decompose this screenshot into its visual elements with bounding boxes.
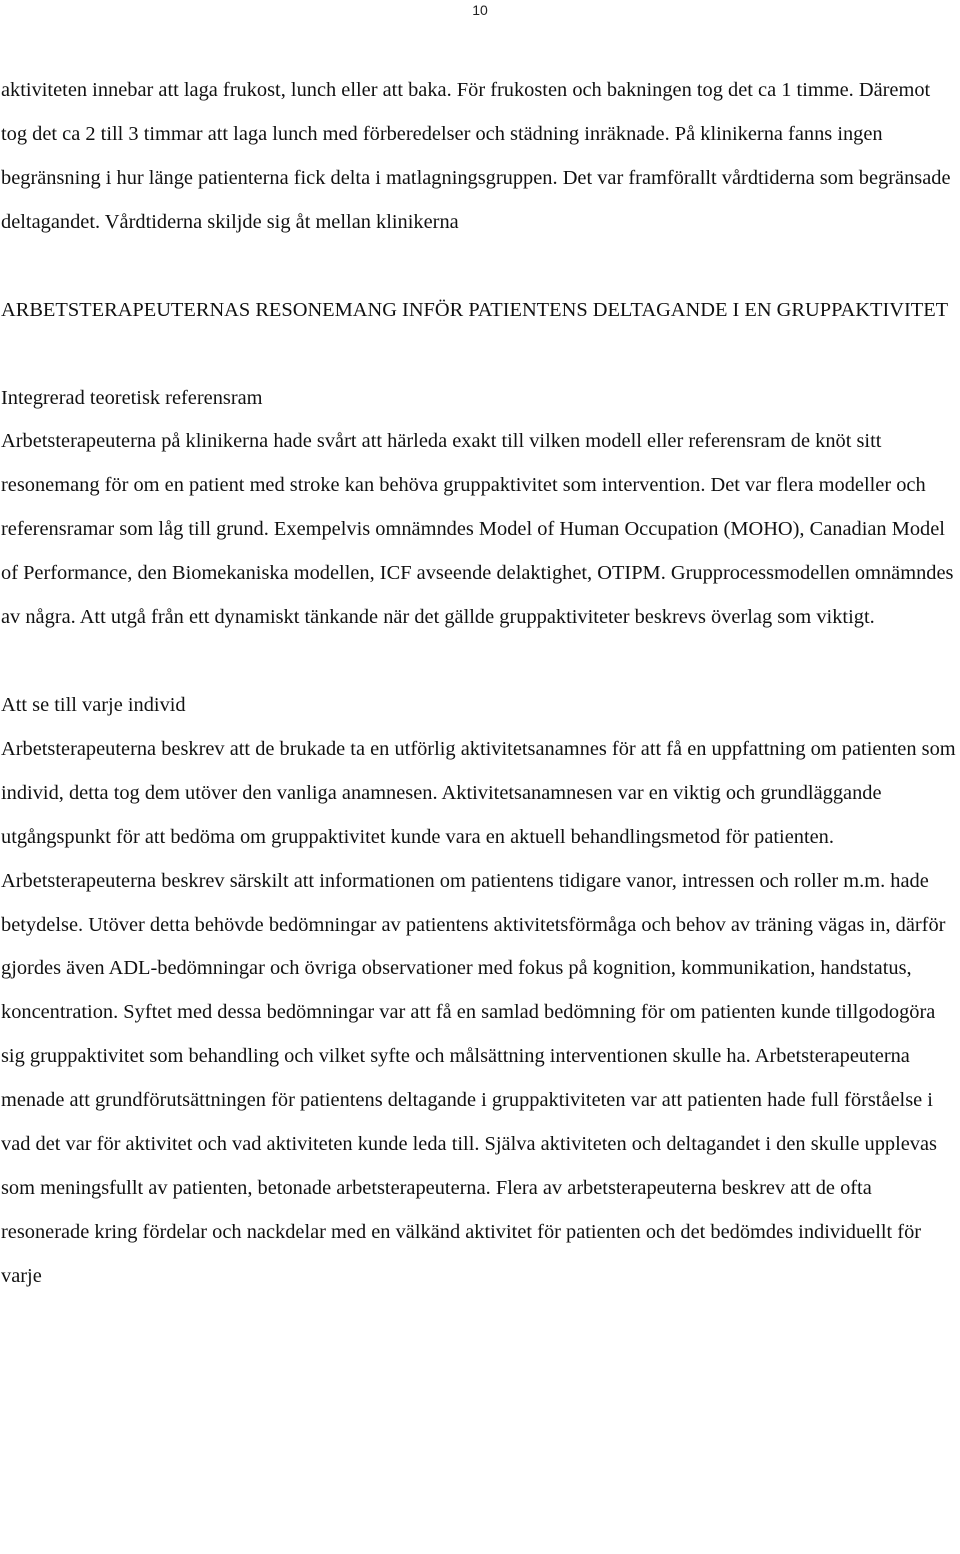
subsection-1-title: Integrerad teoretisk referensram [1, 386, 263, 409]
intro-paragraph: aktiviteten innebar att laga frukost, lunch eller att baka. För frukosten och bakningen tog det ca 1 timme. Däremot tog det ca 2 till 3 timmar att laga lunch med förberedelser och städning inräknade. På klinikerna fanns ingen begränsning i hur länge patienterna fick delta i matlagningsgruppen. Det var framförallt vårdtiderna som begränsade deltagandet. Vårdtiderna skiljde sig åt mellan klinikerna [1, 79, 951, 233]
subsection-2-paragraph: Arbetsterapeuterna beskrev att de brukade ta en utförlig aktivitetsanamnes för att få en uppfattning om patienten som individ, detta tog dem utöver den vanliga anamnesen. Aktivitetsanamnesen var en viktig och grundläggande utgångspunkt för att bedöma om gruppaktivitet kunde vara en aktuell behandlingsmetod för patienten. Arbetsterapeuterna beskrev särskilt att informationen om patientens tidigare vanor, intressen och roller m.m. hade betydelse. Utöver detta behövde bedömningar av patientens aktivitetsförmåga och behov av träning vägas in, därför gjordes även ADL-bedömningar och övriga observationer med fokus på kognition, kommunikation, handstatus, koncentration. Syftet med dessa bedömningar var att få en samlad bedömning för om patienten kunde tillgodogöra sig gruppaktivitet som behandling och vilket syfte och målsättning interventionen skulle ha. Arbetsterapeuterna menade att grundförutsättningen för patientens deltagande i gruppaktiviteten var att patienten hade full förståelse i vad det var för aktivitet och vad aktiviteten kunde leda till. Själva aktiviteten och deltagandet i den skulle upplevas som meningsfullt av patienten, betonade arbetsterapeuterna. Flera av arbetsterapeuterna beskrev att de ofta resonerade kring fördelar och nackdelar med en välkänd aktivitet för patienten och det bedömdes individuellt för varje [1, 737, 956, 1287]
subsection-1-paragraph: Arbetsterapeuterna på klinikerna hade svårt att härleda exakt till vilken modell eller referensram de knöt sitt resonemang för om en patient med stroke kan behöva gruppaktivitet som intervention. Det var flera modeller och referensramar som låg till grund. Exempelvis omnämndes Model of Human Occupation (MOHO), Canadian Model of Performance, den Biomekaniska modellen, ICF avseende delaktighet, OTIPM. Grupprocessmodellen omnämndes av några. Att utgå från ett dynamiskt tänkande när det gällde gruppaktiviteter beskrevs överlag som viktigt. [1, 430, 954, 629]
page-number: 10 [472, 2, 488, 18]
document-body [1, 69, 959, 1299]
section-heading: ARBETSTERAPEUTERNAS RESONEMANG INFÖR PATIENTENS DELTAGANDE I EN GRUPPAKTIVITET [1, 298, 949, 321]
subsection-2-title: Att se till varje individ [1, 693, 186, 716]
section-spacer [1, 640, 959, 684]
